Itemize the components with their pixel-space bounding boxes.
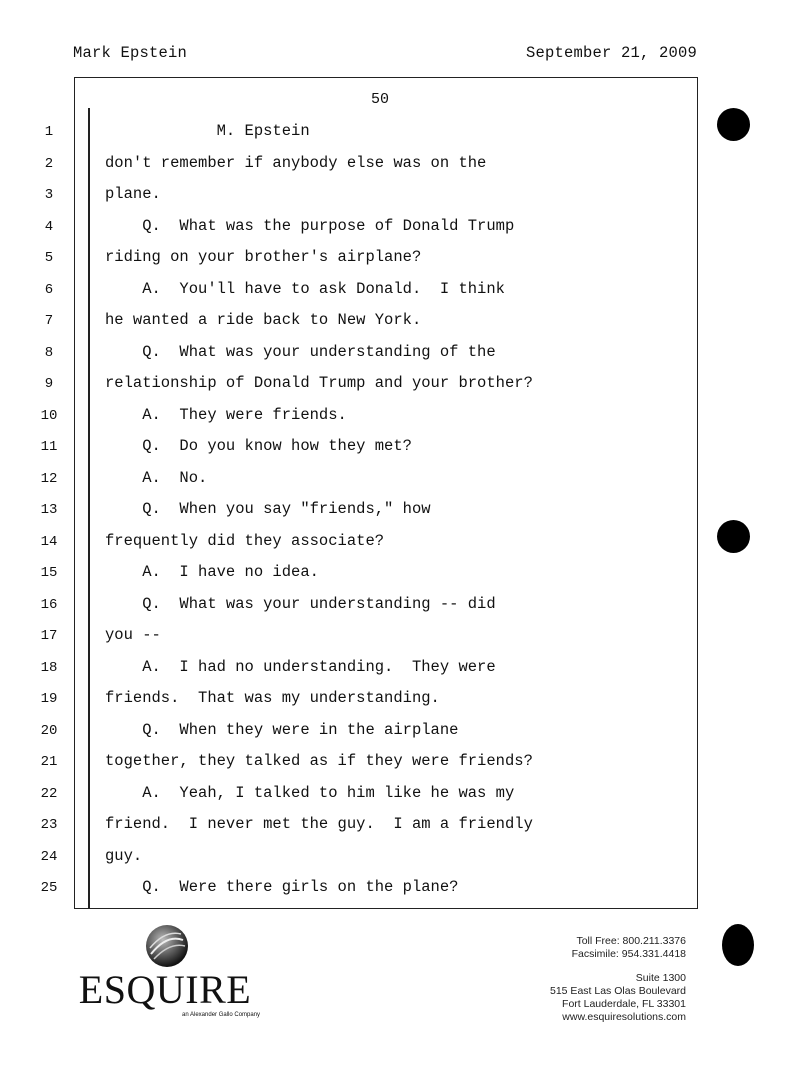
transcript-line: friends. That was my understanding. [105, 689, 440, 707]
line-number: 23 [40, 817, 58, 833]
transcript-line: frequently did they associate? [105, 532, 385, 550]
transcript-line: don't remember if anybody else was on the [105, 154, 487, 172]
line-number: 13 [40, 502, 58, 518]
page-number: 50 [371, 91, 390, 108]
deposition-date: September 21, 2009 [525, 44, 697, 62]
transcript-line: you -- [105, 626, 161, 644]
transcript-line: Q. What was your understanding -- did [105, 595, 496, 613]
transcript-line: Q. When you say "friends," how [105, 500, 431, 518]
transcript-line: Q. When they were in the airplane [105, 721, 459, 739]
facsimile: Facsimile: 954.331.4418 [571, 948, 686, 960]
line-number: 25 [40, 880, 58, 896]
line-number: 21 [40, 754, 58, 770]
line-number: 16 [40, 597, 58, 613]
line-number: 15 [40, 565, 58, 581]
line-number: 22 [40, 786, 58, 802]
transcript-line: guy. [105, 847, 143, 865]
transcript-line: he wanted a ride back to New York. [105, 311, 422, 329]
transcript-line: A. No. [105, 469, 208, 487]
street: 515 East Las Olas Boulevard [550, 985, 686, 997]
transcript-line: A. They were friends. [105, 406, 347, 424]
transcript-line: plane. [105, 185, 161, 203]
line-number: 24 [40, 849, 58, 865]
line-number: 11 [40, 439, 58, 455]
toll-free: Toll Free: 800.211.3376 [576, 935, 686, 947]
transcript-line: riding on your brother's airplane? [105, 248, 422, 266]
address-block [550, 972, 686, 1024]
line-number: 1 [44, 124, 54, 140]
deponent-name: Mark Epstein [73, 44, 188, 62]
punch-hole-top [717, 108, 750, 141]
line-number: 8 [44, 345, 54, 361]
transcript-line: Q. Were there girls on the plane? [105, 878, 459, 896]
line-number: 19 [40, 691, 58, 707]
transcript-line: friend. I never met the guy. I am a friendly [105, 815, 533, 833]
website: www.esquiresolutions.com [562, 1011, 686, 1023]
punch-hole-bottom [722, 924, 754, 966]
phone-block [572, 935, 686, 961]
transcript-line: A. I had no understanding. They were [105, 658, 496, 676]
transcript-line: M. Epstein [105, 122, 310, 140]
line-number: 3 [44, 187, 54, 203]
line-number: 6 [44, 282, 54, 298]
line-number: 14 [40, 534, 58, 550]
esquire-logo [70, 920, 260, 1020]
line-number: 18 [40, 660, 58, 676]
line-number: 2 [44, 156, 54, 172]
line-number-rule [88, 108, 90, 908]
punch-hole-middle [717, 520, 750, 553]
line-number: 20 [40, 723, 58, 739]
line-number: 12 [40, 471, 58, 487]
transcript-line: A. I have no idea. [105, 563, 319, 581]
transcript-line: A. You'll have to ask Donald. I think [105, 280, 505, 298]
line-number: 17 [40, 628, 58, 644]
line-number: 9 [44, 376, 54, 392]
line-number: 4 [44, 219, 54, 235]
city: Fort Lauderdale, FL 33301 [562, 998, 686, 1010]
transcript-line: Q. What was your understanding of the [105, 343, 496, 361]
line-number: 5 [44, 250, 54, 266]
transcript-line: Q. Do you know how they met? [105, 437, 412, 455]
suite: Suite 1300 [635, 972, 686, 984]
brand-tagline: an Alexander Gallo Company [182, 1012, 261, 1018]
brand-name: ESQUIRE [78, 967, 252, 1012]
globe-icon [145, 924, 189, 968]
transcript-line: Q. What was the purpose of Donald Trump [105, 217, 515, 235]
line-number: 7 [44, 313, 54, 329]
line-number: 10 [40, 408, 58, 424]
transcript-line: relationship of Donald Trump and your brother? [105, 374, 533, 392]
transcript-line: together, they talked as if they were friends? [105, 752, 533, 770]
transcript-line: A. Yeah, I talked to him like he was my [105, 784, 515, 802]
